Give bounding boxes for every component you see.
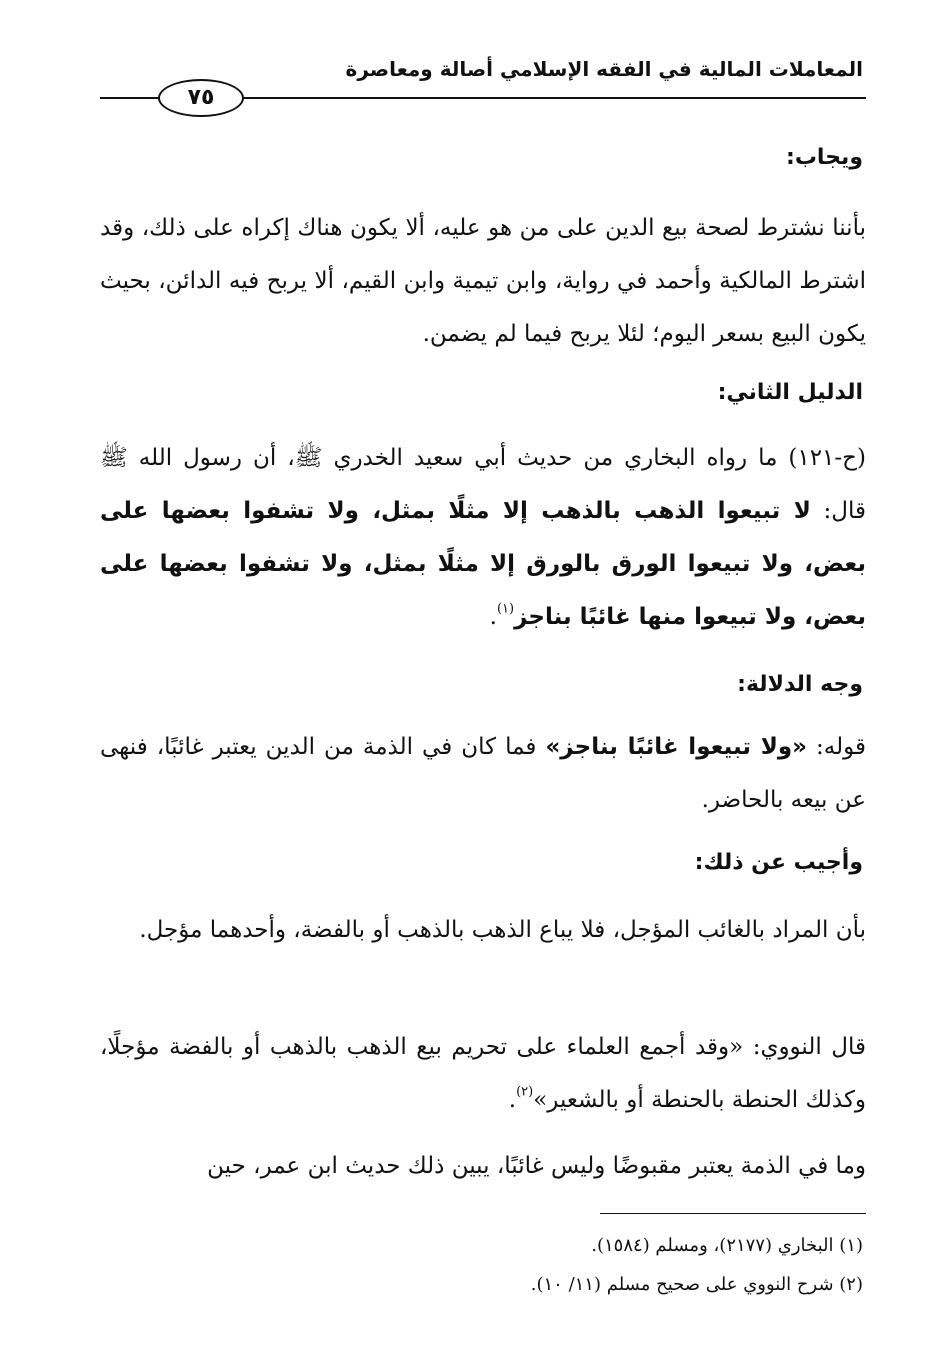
heading-reply: وأجيب عن ذلك:: [694, 850, 863, 875]
hadith-intro: (ح-١٢١) ما رواه البخاري من حديث أبي سعيد الخدري ﷺ، أن رسول الله ﷺ قال:: [100, 445, 866, 524]
footnote-1: (١) البخاري (٢١٧٧)، ومسلم (١٥٨٤).: [591, 1235, 863, 1256]
footnote-ref-1: (١): [496, 601, 515, 617]
nawawi-end: .: [508, 1087, 517, 1113]
footnote-ref-2: (٢): [516, 1084, 534, 1100]
paragraph-inference: [100, 721, 866, 827]
paragraph-answer: بأننا نشترط لصحة بيع الدين على من هو عليه، ألا يكون هناك إكراه على ذلك، وقد اشترط المالكية وأحمد في رواية، وابن تيمية وابن القيم، ألا يربح فيه الدائن، بحيث يكون البيع بسعر اليوم؛ لئلا يربح فيما لم يضمن.: [100, 215, 866, 347]
inference-quote: «ولا تبيعوا غائبًا بناجز»: [545, 734, 808, 760]
nawawi-text: قال النووي: «وقد أجمع العلماء على تحريم بيع الذهب بالذهب أو بالفضة مؤجلًا، وكذلك الحنطة بالحنطة أو بالشعير»: [100, 1034, 866, 1113]
running-header-title: المعاملات المالية في الفقه الإسلامي أصالة ومعاصرة: [345, 57, 863, 81]
paragraph-hadith: [100, 432, 866, 644]
inference-prefix: قوله:: [816, 734, 867, 760]
paragraph-last: وما في الذمة يعتبر مقبوضًا وليس غائبًا، يبين ذلك حديث ابن عمر، حين: [207, 1153, 866, 1179]
heading-second-evidence: الدليل الثاني:: [717, 380, 863, 405]
footnote-rule: [600, 1213, 866, 1214]
heading-answer: ويجاب:: [786, 145, 863, 170]
paragraph-nawawi: [100, 1021, 866, 1127]
heading-inference: وجه الدلالة:: [737, 672, 863, 697]
hadith-text: لا تبيعوا الذهب بالذهب إلا مثلًا بمثل، ولا تشفوا بعضها على بعض، ولا تبيعوا الورق بالورق إلا مثلًا بمثل، ولا تشفوا بعضها على بعض، ولا تبيعوا منها غائبًا بناجز: [100, 498, 866, 630]
inference-rest: فما كان في الذمة من الدين يعتبر غائبًا، فنهى عن بيعه بالحاضر.: [100, 734, 866, 813]
paragraph-reply: بأن المراد بالغائب المؤجل، فلا يباع الذهب بالذهب أو بالفضة، وأحدهما مؤجل.: [139, 917, 866, 943]
hadith-end: .: [489, 604, 497, 630]
footnote-2: (٢) شرح النووي على صحيح مسلم (١١/ ١٠).: [530, 1274, 863, 1295]
page-number-badge: ٧٥: [158, 79, 244, 117]
